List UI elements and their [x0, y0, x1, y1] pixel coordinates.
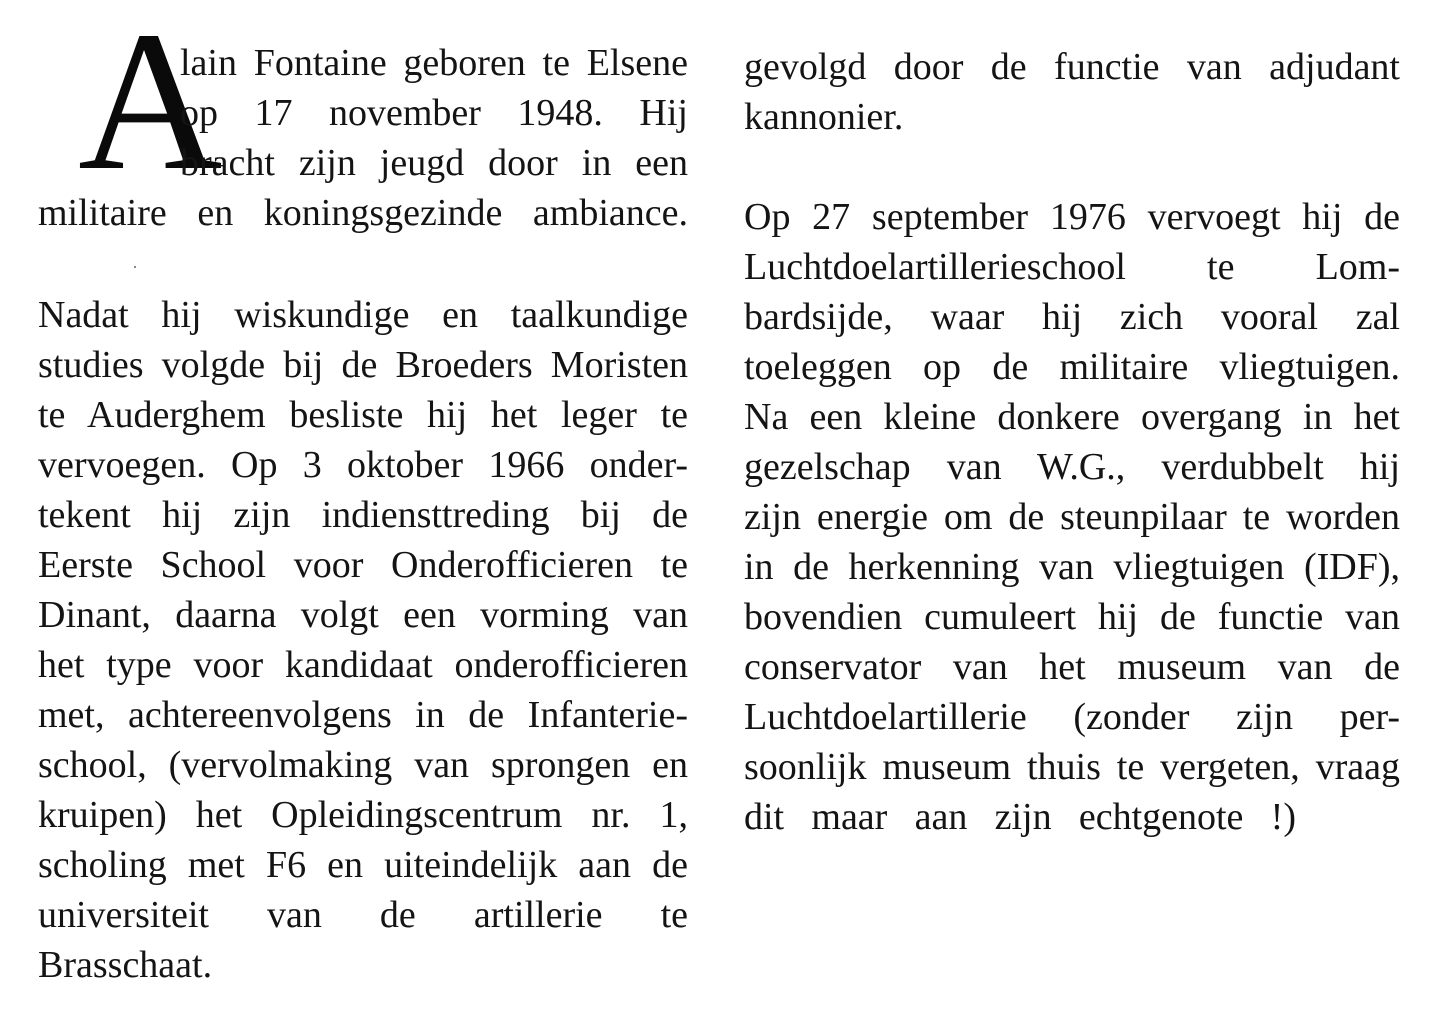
text-line: Brasschaat. [38, 944, 213, 986]
speck-mark [134, 266, 136, 268]
text-line: universiteit van de artillerie te [38, 894, 688, 936]
text-line: het type voor kandidaat onderofficieren [38, 644, 688, 686]
text-line: vervoegen. Op 3 oktober 1966 onder- [38, 444, 688, 486]
text-line: op 17 november 1948. Hij [180, 92, 688, 134]
text-line: gezelschap van W.G., verdubbelt hij [744, 446, 1400, 488]
text-line: te Auderghem besliste hij het leger te [38, 394, 688, 436]
text-line: Dinant, daarna volgt een vorming van [38, 594, 688, 636]
text-line: school, (vervolmaking van sprongen en [38, 744, 688, 786]
text-line: bracht zijn jeugd door in een [180, 142, 688, 184]
text-line: militaire en koningsgezinde ambiance. [38, 192, 688, 234]
text-line: lain Fontaine geboren te Elsene [180, 42, 688, 84]
text-line: studies volgde bij de Broeders Moristen [38, 344, 688, 386]
text-line: Nadat hij wiskundige en taalkundige [38, 294, 688, 336]
text-line: met, achtereenvolgens in de Infanterie- [38, 694, 688, 736]
text-line: kannonier. [744, 96, 904, 138]
text-line: soonlijk museum thuis te vergeten, vraag [744, 746, 1400, 788]
text-line: dit maar aan zijn echtgenote !) [744, 796, 1296, 838]
text-line: tekent hij zijn indiensttreding bij de [38, 494, 688, 536]
text-line: scholing met F6 en uiteindelijk aan de [38, 844, 688, 886]
text-line: Op 27 september 1976 vervoegt hij de [744, 196, 1400, 238]
text-line: gevolgd door de functie van adjudant [744, 46, 1400, 88]
text-line: toeleggen op de militaire vliegtuigen. [744, 346, 1400, 388]
text-line: Luchtdoelartillerie (zonder zijn per- [744, 696, 1400, 738]
text-line: bardsijde, waar hij zich vooral zal [744, 296, 1400, 338]
text-line: kruipen) het Opleidingscentrum nr. 1, [38, 794, 688, 836]
text-line: in de herkenning van vliegtuigen (IDF), [744, 546, 1400, 588]
drop-cap: A [78, 0, 223, 212]
text-line: Luchtdoelartillerieschool te Lom- [744, 246, 1400, 288]
text-line: Na een kleine donkere overgang in het [744, 396, 1400, 438]
text-line: zijn energie om de steunpilaar te worden [744, 496, 1400, 538]
text-line: Eerste School voor Onderofficieren te [38, 544, 688, 586]
text-line: bovendien cumuleert hij de functie van [744, 596, 1400, 638]
text-line: conservator van het museum van de [744, 646, 1400, 688]
